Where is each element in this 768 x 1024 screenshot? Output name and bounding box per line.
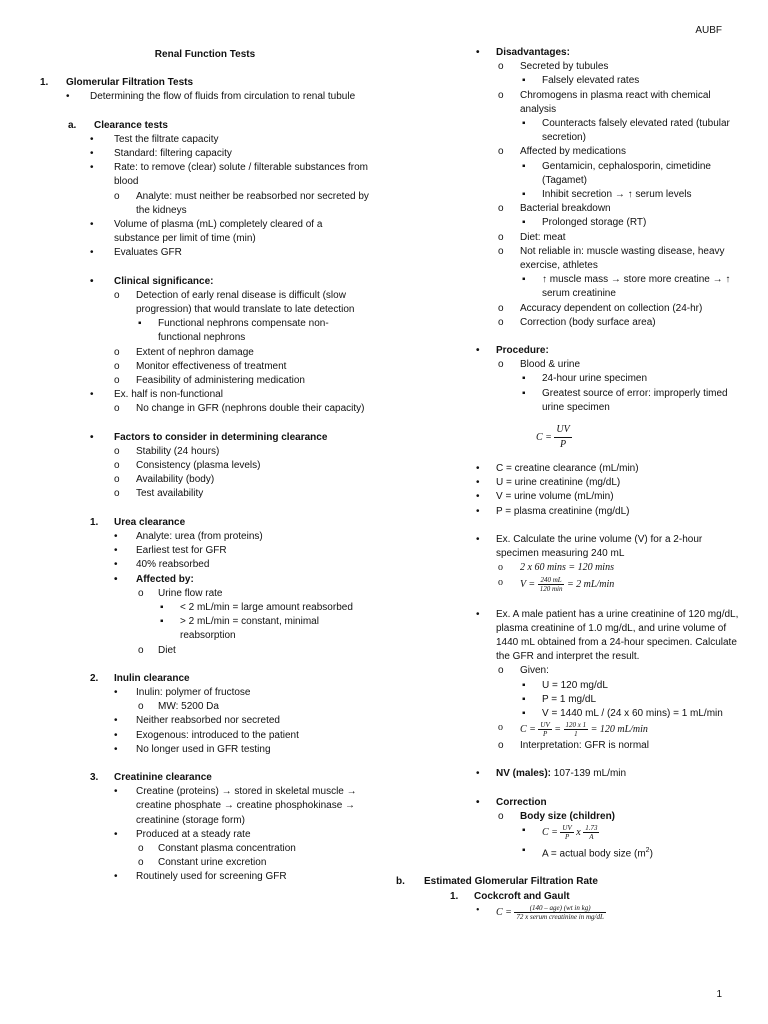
list-item: o Feasibility of administering medication bbox=[114, 375, 305, 387]
list-item: o Given: bbox=[498, 665, 549, 677]
list-item: ▪ Falsely elevated rates bbox=[522, 75, 640, 87]
list-item: ▪ C = $\frac{UV}{P}$ x $\frac{1.73}{A}$ bbox=[522, 823, 598, 841]
list-item: o MW: 5200 Da bbox=[138, 701, 219, 713]
list-item: o C = $\frac{UV}{P}$ = $\frac{120 x 1}{1}$ = 120 mL/min bbox=[498, 721, 648, 739]
list-item: o Correction (body surface area) bbox=[498, 316, 656, 328]
factors-title: • Factors to consider in determining clearance bbox=[90, 431, 328, 443]
list-item: • Routinely used for screening GFR bbox=[114, 871, 287, 883]
list-item: ▪ > 2 mL/min = constant, minimal reabsorption bbox=[160, 616, 319, 642]
list-item: • Inulin: polymer of fructose bbox=[114, 686, 251, 698]
list-item: ▪ < 2 mL/min = large amount reabsorbed bbox=[160, 601, 353, 613]
list-item: o Extent of nephron damage bbox=[114, 346, 254, 358]
page-number: 1 bbox=[716, 989, 722, 1000]
section-title: Glomerular Filtration Tests bbox=[66, 77, 194, 89]
list-item: o Accuracy dependent on collection (24-hr) bbox=[498, 302, 703, 314]
list-item: o 2 x 60 mins = 120 mins bbox=[498, 562, 614, 574]
list-item: ▪ Counteracts falsely elevated rated (tubular secretion) bbox=[522, 118, 730, 144]
list-item: • Evaluates GFR bbox=[90, 247, 182, 259]
left-column bbox=[40, 48, 370, 885]
list-item: ▪ Prolonged storage (RT) bbox=[522, 217, 647, 229]
list-item: o Chromogens in plasma react with chemical analysis bbox=[498, 89, 711, 115]
list-item: o Diet bbox=[138, 644, 176, 656]
list-item: o Analyte: must neither be reabsorbed nor secreted by the kidneys bbox=[114, 190, 369, 216]
list-item: • Neither reabsorbed nor secreted bbox=[114, 715, 280, 727]
cockcroft-gault-title: 1. Cockcroft and Gault bbox=[450, 890, 570, 902]
definition-item: • V = urine volume (mL/min) bbox=[476, 491, 614, 503]
list-item: o Urine flow rate bbox=[138, 587, 223, 599]
list-item: ▪ ↑ muscle mass → store more creatine → ↑ serum creatinine bbox=[522, 274, 731, 300]
list-item: ▪ Gentamicin, cephalosporin, cimetidine (Tagamet) bbox=[522, 160, 711, 186]
list-item: • Earliest test for GFR bbox=[114, 545, 227, 557]
subsection-clearance: a. Clearance tests bbox=[68, 119, 168, 131]
list-item: o No change in GFR (nephrons double their capacity) bbox=[114, 403, 365, 415]
list-item: ▪ Inhibit secretion → ↑ serum levels bbox=[522, 189, 692, 201]
list-item: o Stability (24 hours) bbox=[114, 445, 220, 457]
list-item: o Diet: meat bbox=[498, 231, 566, 243]
clearance-formula: C = $\frac{UV}{P}$ bbox=[536, 424, 570, 451]
list-item: • Ex. half is non-functional bbox=[90, 389, 223, 401]
list-item: o Consistency (plasma levels) bbox=[114, 460, 261, 472]
clinical-significance-title: • Clinical significance: bbox=[90, 275, 214, 287]
list-item: o Not reliable in: muscle wasting disease, heavy exercise, athletes bbox=[498, 245, 725, 272]
definition-item: • C = creatine clearance (mL/min) bbox=[476, 463, 639, 475]
list-item: o Interpretation: GFR is normal bbox=[498, 740, 649, 752]
list-item: • Analyte: urea (from proteins) bbox=[114, 530, 263, 542]
inulin-clearance-title: 2. Inulin clearance bbox=[90, 672, 190, 684]
list-item: o Constant urine excretion bbox=[138, 857, 267, 869]
urea-clearance-title: 1. Urea clearance bbox=[90, 516, 186, 528]
list-item: ▪ 24-hour urine specimen bbox=[522, 373, 648, 385]
list-item: o V = $\frac{240 mL}{120 \min}$ = 2 mL/min bbox=[498, 575, 615, 593]
list-item: • Exogenous: introduced to the patient bbox=[114, 729, 299, 741]
list-item: o Blood & urine bbox=[498, 359, 581, 371]
list-item: o Test availability bbox=[114, 488, 204, 500]
list-item: o Affected by medications bbox=[498, 146, 626, 158]
list-item: ▪ P = 1 mg/dL bbox=[522, 693, 597, 705]
page-title: Renal Function Tests bbox=[154, 49, 256, 60]
list-item: o Bacterial breakdown bbox=[498, 203, 611, 215]
definition-item: • U = urine creatinine (mg/dL) bbox=[476, 477, 621, 489]
procedure-title: • Procedure: bbox=[476, 345, 549, 357]
list-item: ▪ Greatest source of error: improperly timed urine specimen bbox=[522, 387, 728, 413]
right-column bbox=[396, 46, 740, 924]
list-item: o Detection of early renal disease is difficult (slow progression) that would translate to late detection bbox=[114, 289, 355, 316]
list-item: • Standard: filtering capacity bbox=[90, 148, 232, 160]
list-item: o Availability (body) bbox=[114, 474, 215, 486]
list-item: • Produced at a steady rate bbox=[114, 828, 251, 840]
list-item: o Monitor effectiveness of treatment bbox=[114, 360, 287, 372]
creatinine-clearance-title: 3. Creatinine clearance bbox=[90, 771, 212, 783]
list-item: ▪ A = actual body size $(m^2)$ bbox=[522, 844, 653, 860]
header-label: AUBF bbox=[695, 25, 722, 36]
example-urine-volume: • Ex. Calculate the urine volume (V) for a 2-hour specimen measuring 240 mL bbox=[476, 533, 703, 560]
list-item: ▪ U = 120 mg/dL bbox=[522, 679, 608, 691]
list-item: • Test the filtrate capacity bbox=[90, 133, 219, 145]
section-description: • Determining the flow of fluids from circulation to renal tubule bbox=[66, 91, 356, 103]
list-item: • No longer used in GFR testing bbox=[114, 743, 271, 755]
list-item: • Rate: to remove (clear) solute / filterable substances from blood bbox=[90, 162, 368, 188]
cockcroft-gault-formula: • C = $\frac{\text{(140 – age) (wt in kg)}}{\text{72 x serum creatinine in mg/dL}}$ bbox=[476, 903, 604, 921]
disadvantages-title: • Disadvantages: bbox=[476, 47, 570, 58]
list-item: o Constant plasma concentration bbox=[138, 842, 296, 854]
list-item: ▪ Functional nephrons compensate non-functional nephrons bbox=[138, 318, 329, 344]
subsection-egfr: b. Estimated Glomerular Filtration Rate bbox=[396, 876, 598, 888]
section-glomerular: 1. Glomerular Filtration Tests bbox=[40, 77, 194, 89]
list-item: ▪ V = 1440 mL / (24 x 60 mins) = 1 mL/min bbox=[522, 707, 723, 719]
list-item: o Secreted by tubules bbox=[498, 61, 609, 73]
list-item: • Creatine (proteins) → stored in skeletal muscle → creatine phosphate → creatine phosphokinase → creatinine (storage form) bbox=[114, 786, 357, 826]
list-item: • Volume of plasma (mL) completely cleared of a substance per limit of time (min) bbox=[90, 219, 323, 245]
definition-item: • P = plasma creatinine (mg/dL) bbox=[476, 505, 630, 517]
example-gfr: • Ex. A male patient has a urine creatinine of 120 mg/dL, plasma creatinine of 1.0 mg/dL, and urine volume of 1440 mL obtained from a 24-hour specimen. Calculate the GFR and interpret the result. bbox=[476, 608, 739, 663]
list-item: • 40% reabsorbed bbox=[114, 559, 210, 571]
normal-value: • NV (males): 107-139 mL/min bbox=[476, 768, 627, 780]
list-item: o Body size (children) bbox=[498, 810, 616, 822]
list-item: • Affected by: bbox=[114, 573, 194, 585]
correction-title: • Correction bbox=[476, 796, 547, 808]
